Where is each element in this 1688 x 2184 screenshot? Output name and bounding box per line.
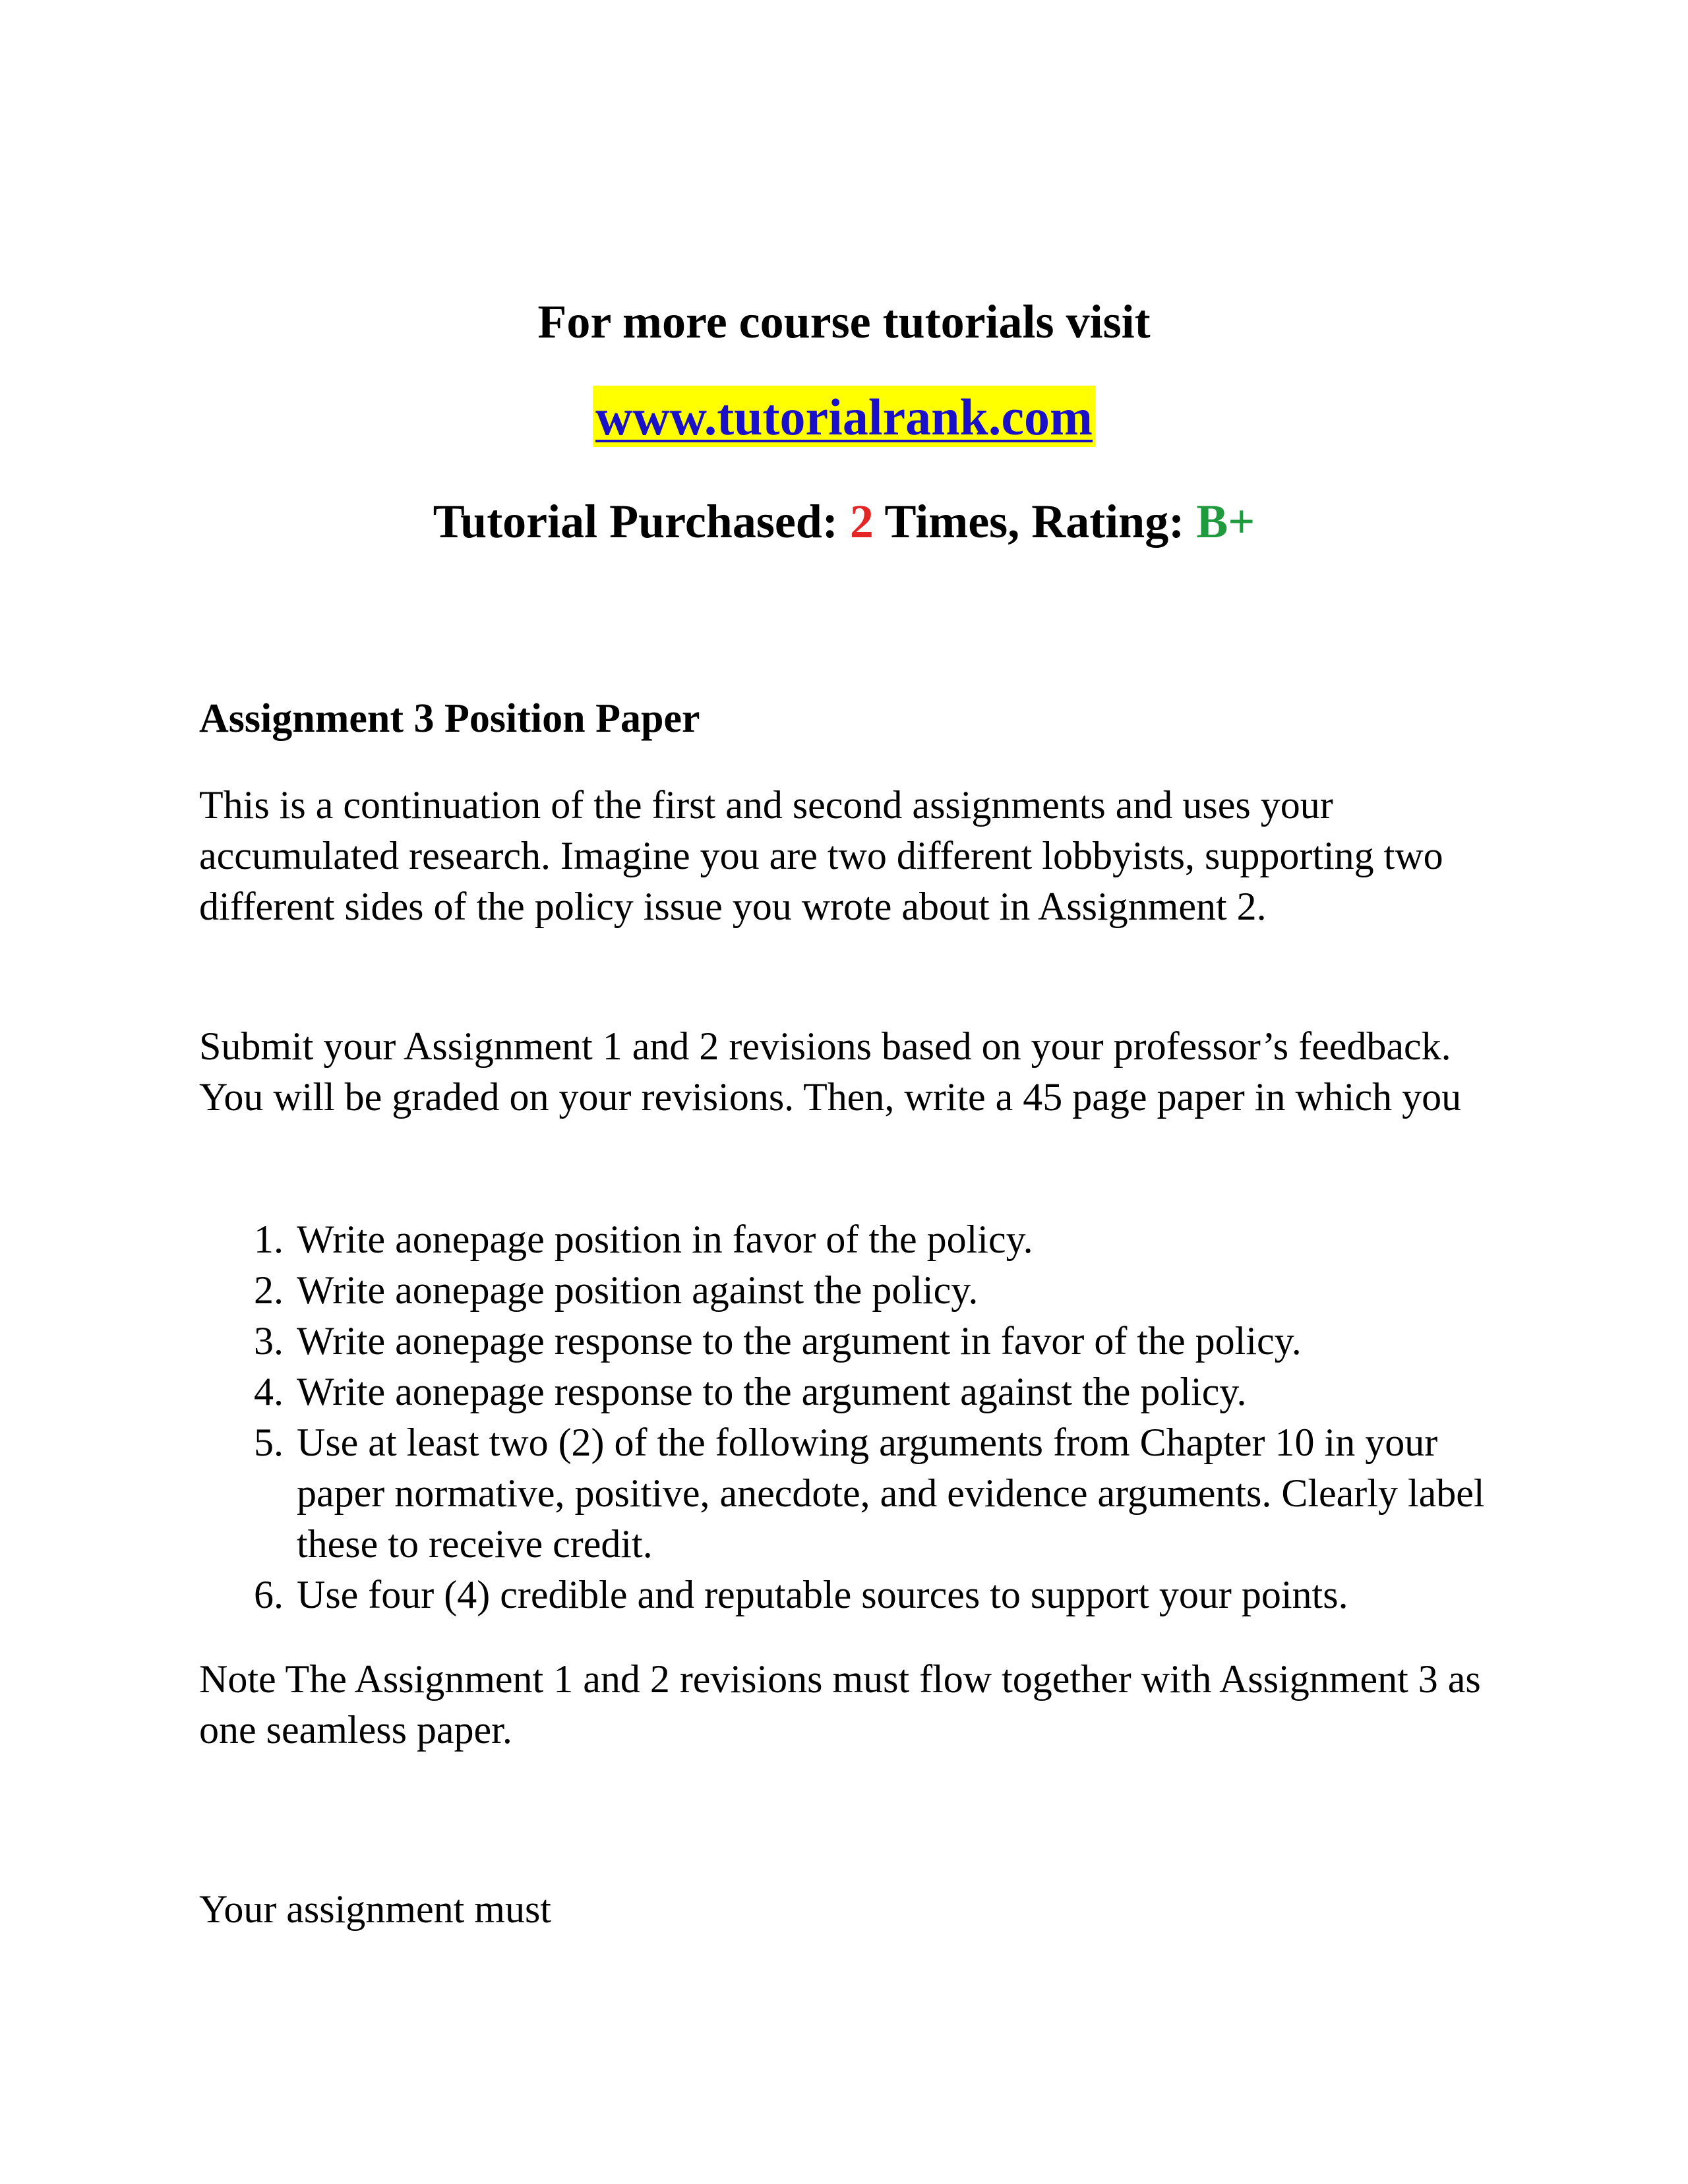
list-item-text: Use at least two (2) of the following arguments from Chapter 10 in your paper normative, positive, anecdote, and evidence arguments. Clearly label these to receive credit. — [297, 1421, 1485, 1566]
purchase-rating-line — [0, 492, 1688, 551]
closing-line: Your assignment must — [199, 1887, 551, 1931]
list-item-number: 4. — [254, 1370, 284, 1413]
url-heading — [0, 386, 1688, 449]
list-item-number: 2. — [254, 1268, 284, 1312]
purchase-middle: Times, Rating: — [873, 495, 1197, 548]
purchase-prefix: Tutorial Purchased: — [433, 495, 850, 548]
intro-paragraph: This is a continuation of the first and second assignments and uses your accumulated research. Imagine you are two different lobbyists, supporting two different sides of the policy issue you wrote about in Assignment 2. — [199, 783, 1443, 928]
list-item-text: Write aonepage response to the argument against the policy. — [297, 1370, 1247, 1413]
list-item-text: Write aonepage position against the policy. — [297, 1268, 979, 1312]
list-item-text: Write aonepage position in favor of the policy. — [297, 1218, 1033, 1261]
list-item-text: Use four (4) credible and reputable sources to support your points. — [297, 1573, 1348, 1616]
rating-value: B+ — [1196, 495, 1255, 548]
list-item-number: 3. — [254, 1319, 284, 1363]
promo-text: For more course tutorials visit — [537, 295, 1151, 348]
purchase-count: 2 — [849, 495, 874, 548]
list-item — [199, 1570, 1518, 1620]
list-item — [199, 1214, 1518, 1265]
promo-heading — [0, 294, 1688, 349]
task-list — [199, 1214, 1518, 1620]
list-item-number: 1. — [254, 1218, 284, 1261]
list-item-number: 6. — [254, 1573, 284, 1616]
list-item — [199, 1265, 1518, 1316]
list-item-number: 5. — [254, 1421, 284, 1464]
note-paragraph: Note The Assignment 1 and 2 revisions must flow together with Assignment 3 as one seamless paper. — [199, 1657, 1481, 1752]
list-item-text: Write aonepage response to the argument in favor of the policy. — [297, 1319, 1302, 1363]
instructions-paragraph: Submit your Assignment 1 and 2 revisions based on your professor’s feedback. You will be graded on your revisions. Then, write a 45 page paper in which you — [199, 1024, 1462, 1119]
list-item — [199, 1417, 1518, 1570]
list-item — [199, 1367, 1518, 1417]
tutorialrank-link[interactable]: www.tutorialrank.com — [593, 386, 1095, 447]
list-item — [199, 1316, 1518, 1367]
assignment-title: Assignment 3 Position Paper — [199, 696, 700, 741]
